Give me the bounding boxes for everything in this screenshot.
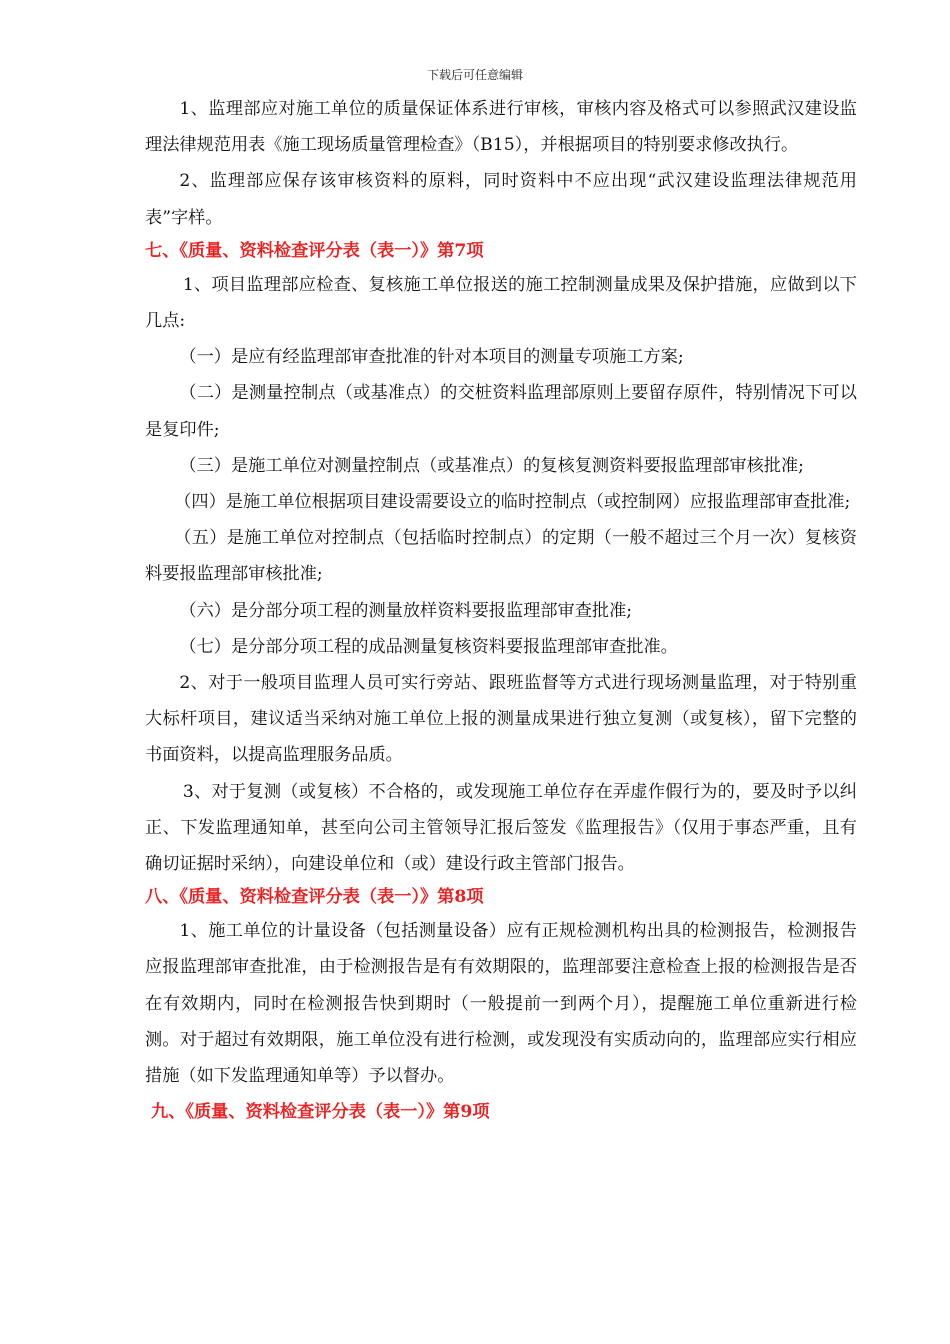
list-item-4: （四）是施工单位根据项目建设需要设立的临时控制点（或控制网）应报监理部审查批准; bbox=[174, 492, 851, 513]
list-item-5: （五）是施工单位对控制点（包括临时控制点）的定期（一般不超过三个月一次）复核资料要报监理部审核批准; bbox=[145, 528, 857, 585]
section-heading-8: 八、《质量、资料检查评分表（表一）》第8项 bbox=[145, 887, 484, 908]
paragraph-keep-original: 2、监理部应保存该审核资料的原料，同时资料中不应出现“武汉建设监理法律规范用表”字样。 bbox=[145, 171, 857, 228]
list-item-7: （七）是分部分项工程的成品测量复核资料要报监理部审查批准。 bbox=[179, 636, 678, 657]
list-item-2: （二）是测量控制点（或基准点）的交桩资料监理部原则上要留存原件，特别情况下可以是复印件; bbox=[145, 383, 857, 440]
paragraph-quality-system-review: 1、监理部应对施工单位的质量保证体系进行审核，审核内容及格式可以参照武汉建设监理法律规范用表《施工现场质量管理检查》（B15），并根据项目的特别要求修改执行。 bbox=[145, 99, 857, 156]
list-item-3: （三）是施工单位对测量控制点（或基准点）的复核复测资料要报监理部审核批准; bbox=[179, 455, 804, 476]
section-heading-9: 九、《质量、资料检查评分表（表一）》第9项 bbox=[151, 1102, 490, 1123]
document-body bbox=[145, 91, 857, 1128]
paragraph-survey-check: 1、项目监理部应检查、复核施工单位报送的施工控制测量成果及保护措施，应做到以下几点: bbox=[145, 274, 857, 332]
paragraph-onsite-supervision: 2、对于一般项目监理人员可实行旁站、跟班监督等方式进行现场测量监理，对于特别重大标杆项目，建议适当采纳对施工单位上报的测量成果进行独立复测（或复核），留下完整的书面资料，以提高监理服务品质。 bbox=[145, 673, 857, 766]
page-header-note: 下载后可任意编辑 bbox=[426, 68, 523, 82]
paragraph-metering-equipment: 1、施工单位的计量设备（包括测量设备）应有正规检测机构出具的检测报告，检测报告应报监理部审查批准，由于检测报告是有有效期限的，监理部要注意检查上报的检测报告是否在有效期内，同时在检测报告快到期时（一般提前一到两个月），提醒施工单位重新进行检测。对于超过有效期限，施工单位没有进行检测，或发现没有实质动向的，监理部应实行相应措施（如下发监理通知单等）予以督办。 bbox=[145, 921, 857, 1087]
paragraph-correction: 3、对于复测（或复核）不合格的，或发现施工单位存在弄虚作假行为的，要及时予以纠正、下发监理通知单，甚至向公司主管领导汇报后签发《监理报告》（仅用于事态严重，且有确切证据时采纳），向建设单位和（或）建设行政主管部门报告。 bbox=[145, 781, 857, 875]
list-item-6: （六）是分部分项工程的测量放样资料要报监理部审查批准; bbox=[179, 600, 633, 621]
list-item-1: （一）是应有经监理部审查批准的针对本项目的测量专项施工方案; bbox=[179, 347, 684, 368]
section-heading-7: 七、《质量、资料检查评分表（表一）》第7项 bbox=[145, 240, 484, 261]
